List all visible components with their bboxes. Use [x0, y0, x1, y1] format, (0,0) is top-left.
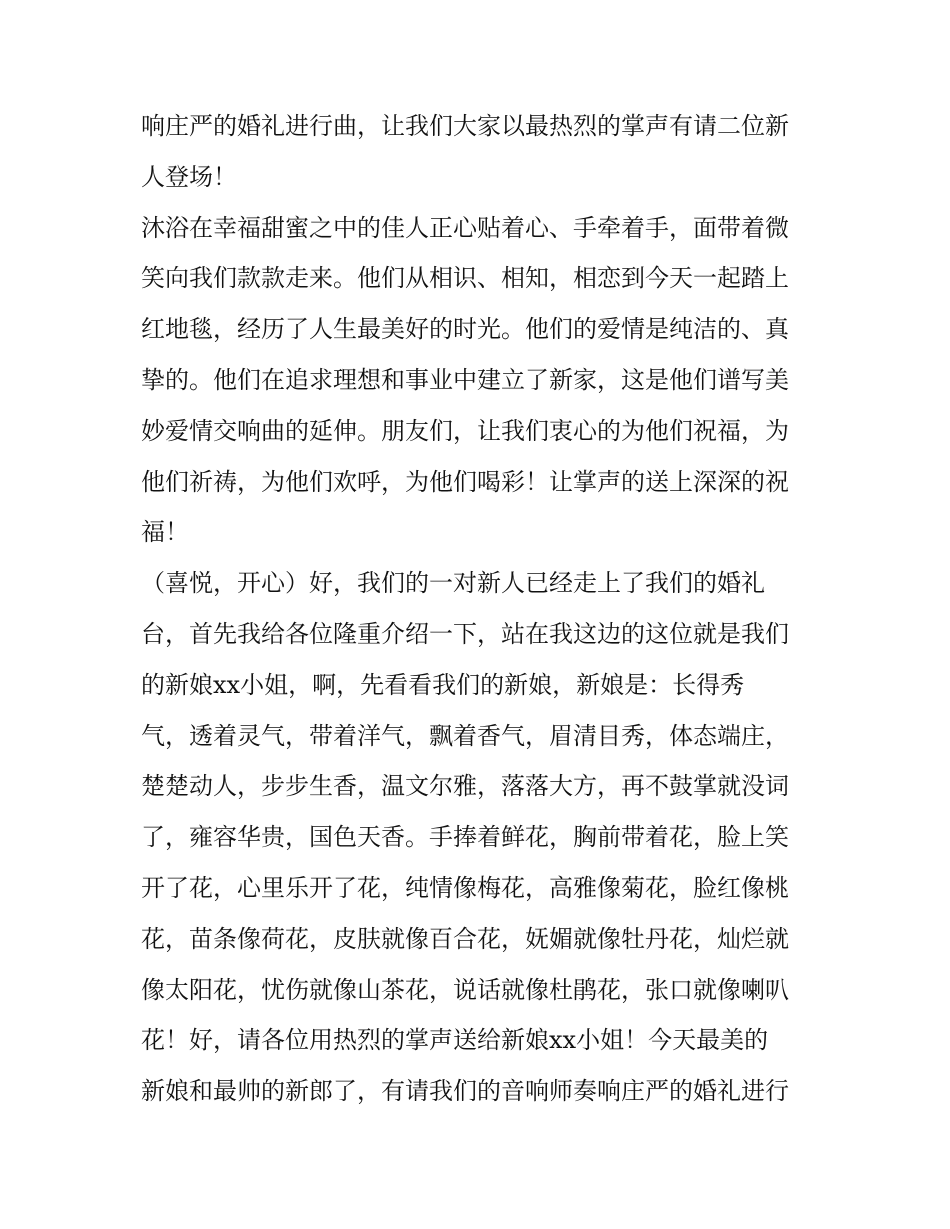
text-line: 福！	[141, 518, 189, 547]
text-line: 新娘和最帅的新郎了，有请我们的音响师奏响庄严的婚礼进行	[141, 1077, 789, 1106]
text-line: 人登场！	[141, 162, 237, 191]
text-line: 妙爱情交响曲的延伸。朋友们，让我们衷心的为他们祝福，为	[141, 416, 789, 445]
text-line: 沐浴在幸福甜蜜之中的佳人正心贴着心、手牵着手，面带着微	[141, 213, 789, 242]
text-line: 笑向我们款款走来。他们从相识、相知，相恋到今天一起踏上	[141, 264, 789, 293]
text-line: 花，苗条像荷花，皮肤就像百合花，妩媚就像牡丹花，灿烂就	[141, 924, 789, 953]
body-text	[141, 101, 831, 1117]
text-line: 楚楚动人，步步生香，温文尔雅，落落大方，再不鼓掌就没词	[141, 772, 789, 801]
text-line: 花！好，请各位用热烈的掌声送给新娘xx小姐！今天最美的	[141, 1026, 769, 1055]
text-line: 了，雍容华贵，国色天香。手捧着鲜花，胸前带着花，脸上笑	[141, 823, 789, 852]
text-line: （喜悦，开心）好，我们的一对新人已经走上了我们的婚礼	[141, 569, 765, 598]
text-line: 开了花，心里乐开了花，纯情像梅花，高雅像菊花，脸红像桃	[141, 873, 789, 902]
text-line: 气，透着灵气，带着洋气，飘着香气，眉清目秀，体态端庄，	[141, 721, 789, 750]
text-line: 挚的。他们在追求理想和事业中建立了新家，这是他们谱写美	[141, 365, 789, 394]
text-line: 他们祈祷，为他们欢呼，为他们喝彩！让掌声的送上深深的祝	[141, 467, 789, 496]
text-line: 响庄严的婚礼进行曲，让我们大家以最热烈的掌声有请二位新	[141, 112, 789, 140]
text-line: 像太阳花，忧伤就像山茶花，说话就像杜鹃花，张口就像喇叭	[141, 975, 789, 1004]
text-line: 红地毯，经历了人生最美好的时光。他们的爱情是纯洁的、真	[141, 315, 789, 344]
text-line: 的新娘xx小姐，啊，先看看我们的新娘，新娘是：长得秀	[141, 670, 745, 699]
text-line: 台，首先我给各位隆重介绍一下，站在我这边的这位就是我们	[141, 619, 789, 648]
